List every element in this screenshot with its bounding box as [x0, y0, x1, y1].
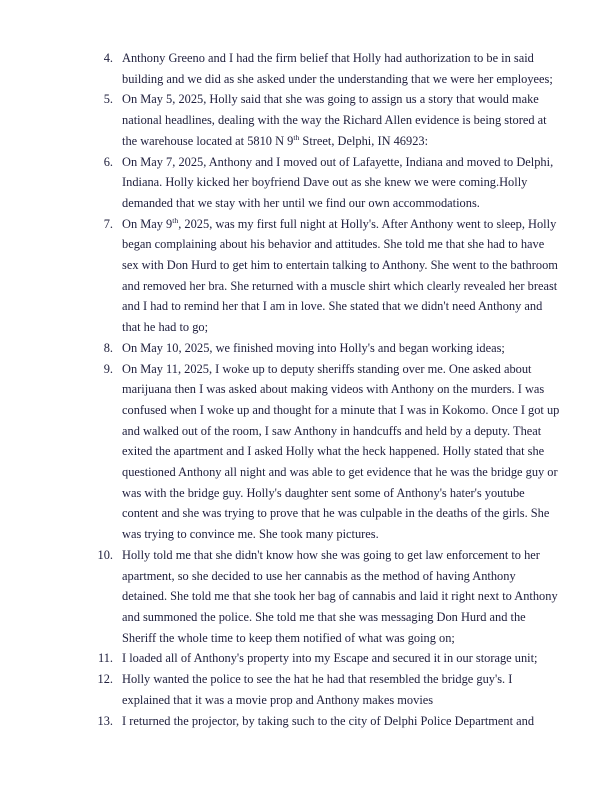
statement-text-line: apartment, so she decided to use her cannabis as the method of having Anthony — [122, 568, 516, 583]
statement-number: 9. — [103, 361, 113, 376]
statement-text-line: On May 10, 2025, we finished moving into Holly's and began working ideas; — [122, 340, 505, 355]
statement-text-line: Indiana. Holly kicked her boyfriend Dave out as she knew we were coming.Holly — [122, 175, 528, 190]
statement-text-line: I returned the projector, by taking such to the city of Delphi Police Department and — [122, 713, 535, 728]
statement-item — [0, 669, 609, 710]
statement-text — [113, 338, 505, 359]
statement-text-line: Anthony Greeno and I had the firm belief that Holly had authorization to be in said — [122, 51, 534, 65]
statement-text-line: confused when I woke up and thought for a minute that I was in Kokomo. Once I got up — [122, 402, 560, 417]
statement-text-line: Sheriff the whole time to keep them notified of what was going on; — [122, 630, 455, 645]
statement-item — [0, 545, 609, 649]
statement-text — [113, 214, 558, 338]
statement-text-line: marijuana then I was asked about making videos with Anthony on the murders. I was — [122, 382, 545, 397]
statement-text-line: and I had to remind her that I am in love. She stated that we didn't need Anthony and — [122, 299, 543, 314]
statement-text — [113, 48, 553, 89]
statement-number: 11. — [97, 651, 113, 666]
statement-text-line: that he had to go; — [122, 320, 209, 335]
statement-text-line: and walked out of the room, I saw Anthony in handcuffs and held by a deputy. Theat — [122, 423, 542, 438]
statement-text-line: demanded that we stay with her until we find our own accommodations. — [122, 195, 480, 210]
statement-text-line: exited the apartment and I asked Holly what the heck happened. Holly stated that she — [122, 444, 545, 459]
statement-text-line: Holly told me that she didn't know how she was going to get law enforcement to her — [122, 547, 540, 562]
statement-number: 12. — [97, 672, 113, 687]
statement-text-line: On May 5, 2025, Holly said that she was going to assign us a story that would make — [122, 92, 539, 107]
statement-text-line: was with the bridge guy. Holly's daughter sent some of Anthony's hater's youtube — [122, 485, 525, 500]
statement-text-line: and summoned the police. She told me that she was messaging Don Hurd and the — [122, 609, 526, 624]
statement-text-line: On May 9th, 2025, was my first full night at Holly's. After Anthony went to sleep, Holly — [122, 215, 557, 231]
statement-number: 13. — [97, 713, 113, 728]
statement-text-line: Holly wanted the police to see the hat he had that resembled the bridge guy's. I — [122, 672, 513, 687]
statement-text-line: On May 11, 2025, I woke up to deputy sheriffs standing over me. One asked about — [122, 361, 532, 376]
statement-text — [113, 711, 534, 732]
statement-item — [0, 214, 609, 338]
statement-item — [0, 648, 609, 669]
statement-item — [0, 338, 609, 359]
statement-text-line: explained that it was a movie prop and Anthony makes movies — [122, 692, 434, 707]
statement-item — [0, 89, 609, 151]
statement-number: 6. — [103, 154, 113, 169]
statement-text-line: On May 7, 2025, Anthony and I moved out of Lafayette, Indiana and moved to Delphi, — [122, 154, 554, 169]
statement-text-line: was trying to convince me. She took many pictures. — [122, 527, 379, 542]
statement-number: 4. — [103, 51, 113, 65]
statement-text-line: sex with Don Hurd to get him to entertain talking to Anthony. She went to the bathroom — [122, 258, 558, 273]
statement-text — [113, 89, 547, 151]
statement-text-line: building and we did as she asked under the understanding that we were her employees; — [122, 71, 553, 86]
numbered-statement-list — [0, 48, 609, 731]
statement-item — [0, 711, 609, 732]
statement-text-line: I loaded all of Anthony's property into my Escape and secured it in our storage unit; — [122, 651, 538, 666]
statement-number: 8. — [103, 340, 113, 355]
statement-item — [0, 359, 609, 545]
statement-number: 7. — [103, 216, 113, 231]
statement-text-line: content and she was trying to prove that he was culpable in the deaths of the girls. She — [122, 506, 550, 521]
statement-text-line: the warehouse located at 5810 N 9th Street, Delphi, IN 46923: — [122, 132, 429, 148]
statement-text — [113, 648, 538, 669]
statement-item — [0, 152, 609, 214]
statement-text — [113, 545, 558, 649]
statement-text — [113, 152, 553, 214]
statement-text-line: national headlines, dealing with the way the Richard Allen evidence is being stored at — [122, 113, 547, 128]
statement-text — [113, 669, 512, 710]
statement-text-line: questioned Anthony all night and was able to get evidence that he was the bridge guy or — [122, 465, 558, 480]
statement-number: 10. — [97, 547, 113, 562]
statement-text-line: began complaining about his behavior and attitudes. She told me that she had to have — [122, 237, 545, 252]
statement-item — [0, 48, 609, 89]
statement-text — [113, 359, 559, 545]
statement-number: 5. — [103, 92, 113, 107]
statement-text-line: detained. She told me that she took her bag of cannabis and laid it right next to Anthony — [122, 589, 558, 604]
statement-text-line: and removed her bra. She returned with a muscle shirt which clearly revealed her breast — [122, 278, 558, 293]
